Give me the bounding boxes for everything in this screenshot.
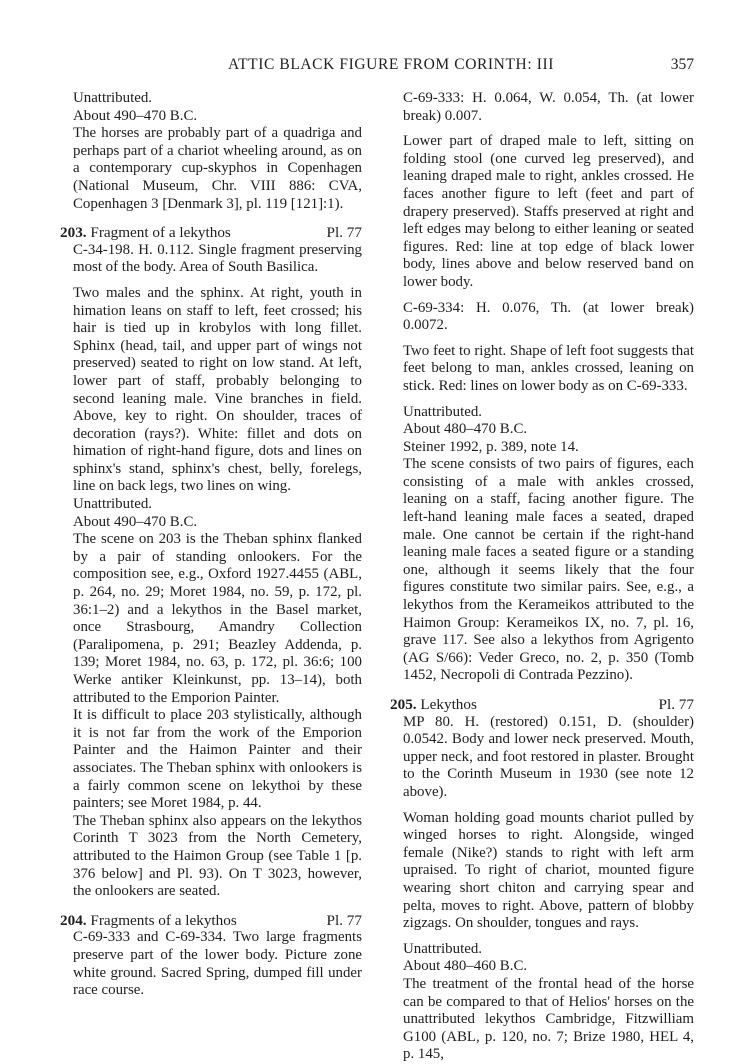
discussion-paragraph: The horses are probably part of a quadriga and perhaps part of a chariot wheeling around, as on a contemporary cup-skyphos in Copenhagen (National Museum, Chr. VIII 886: CVA, Copenhagen 3 [Denmark 3], pl. 119 [121]:1).	[73, 125, 362, 212]
discussion-paragraph: The scene consists of two pairs of figures, each consisting of a male with ankles crossed, leaning on a staff, facing another figure. The left-hand leaning male faces a seated, draped male. One cannot be certain if the right-hand leaning male faces a seated figure or a standing one, although it seems likely that the four figures constitute two similar pairs. See, e.g., a lekythos from the Kerameikos attributed to the Haimon Group: Kerameikos IX, no. 7, pl. 16, grave 117. See also a lekythos from Agrigento (AG S/66): Veder Greco, no. 2, p. 350 (Tomb 1452, Necropoli di Contrada Pezzino).	[403, 456, 694, 684]
page-number: 357	[670, 56, 694, 73]
discussion-paragraph: The scene on 203 is the Theban sphinx flanked by a pair of standing onlookers. For the composition see, e.g., Oxford 1927.4455 (ABL, p. 264, no. 29; Moret 1984, no. 59, p. 172, pl. 36:1–2) and a lekythos in the Basel market, once Strasbourg, Amandry Collection (Paralipomena, p. 291; Beazley Addenda, p. 139; Moret 1984, no. 63, p. 172, pl. 36:6; 100 Werke antiker Kleinkunst, pp. 13–14), both attributed to the Emporion Painter.	[73, 531, 362, 706]
running-title: ATTIC BLACK FIGURE FROM CORINTH: III	[228, 56, 555, 73]
plate-reference: Pl. 77	[326, 911, 362, 929]
discussion-paragraph: The treatment of the frontal head of the horse can be compared to that of Helios' horses on the unattributed lekythos Cambridge, Fitzwilliam G100 (ABL, p. 120, no. 7; Brize 1980, HEL 4, p. 145,	[403, 975, 694, 1063]
catalogue-entry-203-heading	[60, 224, 362, 242]
attribution: Unattributed.	[403, 403, 482, 420]
entry-number: 204.	[60, 911, 87, 929]
discussion-paragraph: The Theban sphinx also appears on the lekythos Corinth T 3023 from the North Cemetery, attributed to the Haimon Group (see Table 1 [p. 376 below] and Pl. 93). On T 3023, however, the onlookers are seated.	[73, 812, 362, 900]
entry-title: Fragment of a lekythos	[90, 224, 231, 242]
entry-inventory: C-34-198. H. 0.112. Single fragment preserving most of the body. Area of South Basilica.	[73, 241, 362, 276]
entry-title: Fragments of a lekythos	[90, 911, 237, 929]
attribution: Unattributed.	[73, 90, 152, 106]
entry-description: Woman holding goad mounts chariot pulled by winged horses to right. Alongside, winged female (Nike?) stands to right with left arm upraised. To right of chariot, mounted figure wearing short chiton and carrying spear and pelta, moves to right. Above, pattern of blobby zigzags. On shoulder, tongues and rays.	[403, 809, 694, 932]
attribution: Unattributed.	[73, 496, 152, 513]
entry-inventory: C-69-333 and C-69-334. Two large fragments preserve part of the lower body. Picture zone white ground. Sacred Spring, dumped fill under race course.	[73, 929, 362, 999]
entry-description: Two males and the sphinx. At right, youth in himation leans on staff to left, feet crossed; his hair is tied up in krobylos with long fillet. Sphinx (head, tail, and upper part of wings not preserved) seated to right on low stand. At left, lower part of staff, probably belonging to second leaning male. Vine branches in field. Above, key to right. On shoulder, traces of decoration (rays?). White: fillet and dots on himation of right-hand figure, dots and lines on sphinx's stand, sphinx's chest, belly, forelegs, line on back legs, two lines on wing.	[73, 284, 362, 495]
date: About 490–470 B.C.	[73, 513, 198, 530]
date: About 480–460 B.C.	[403, 958, 528, 975]
fragment-measurements: C-69-334: H. 0.076, Th. (at lower break) 0.0072.	[403, 299, 694, 334]
entry-number: 205.	[390, 696, 417, 713]
date: About 490–470 B.C.	[73, 107, 198, 124]
plate-reference: Pl. 77	[326, 224, 362, 242]
date: About 480–470 B.C.	[403, 421, 528, 438]
discussion-paragraph: It is difficult to place 203 stylistically, although it is not far from the work of the Emporion Painter and the Haimon Painter and their associates. The Theban sphinx with onlookers is a fairly common scene on lekythoi by these painters; see Moret 1984, p. 44.	[73, 707, 362, 812]
catalogue-entry-205-heading	[390, 696, 694, 714]
entry-title: Lekythos	[420, 696, 477, 713]
plate-reference: Pl. 77	[658, 696, 694, 713]
entry-inventory: MP 80. H. (restored) 0.151, D. (shoulder) 0.0542. Body and lower neck preserved. Mouth, upper neck, and foot restored in plaster. Brought to the Corinth Museum in 1930 (see note 12 above).	[403, 713, 694, 800]
entry-number: 203.	[60, 224, 87, 242]
entry-description: Two feet to right. Shape of left foot suggests that feet belong to man, ankles crossed, leaning on stick. Red: lines on lower body as on C-69-333.	[403, 342, 694, 394]
entry-description: Lower part of draped male to left, sitting on folding stool (one curved leg preserved), and leaning draped male to right, ankles crossed. He faces another figure to left (feet and part of drapery preserved). Staffs preserved at right and left edges may belong to either leaning or seated figures. Red: line at top edge of black lower body, lines above and below reserved band on lower body.	[403, 133, 694, 290]
right-column	[390, 90, 694, 1064]
running-head	[0, 56, 750, 78]
attribution: Unattributed.	[403, 940, 482, 957]
catalogue-entry-204-heading	[60, 912, 362, 930]
fragment-measurements: C-69-333: H. 0.064, W. 0.054, Th. (at lower break) 0.007.	[403, 90, 694, 124]
left-column	[60, 90, 362, 1000]
bibliography: Steiner 1992, p. 389, note 14.	[403, 438, 579, 455]
